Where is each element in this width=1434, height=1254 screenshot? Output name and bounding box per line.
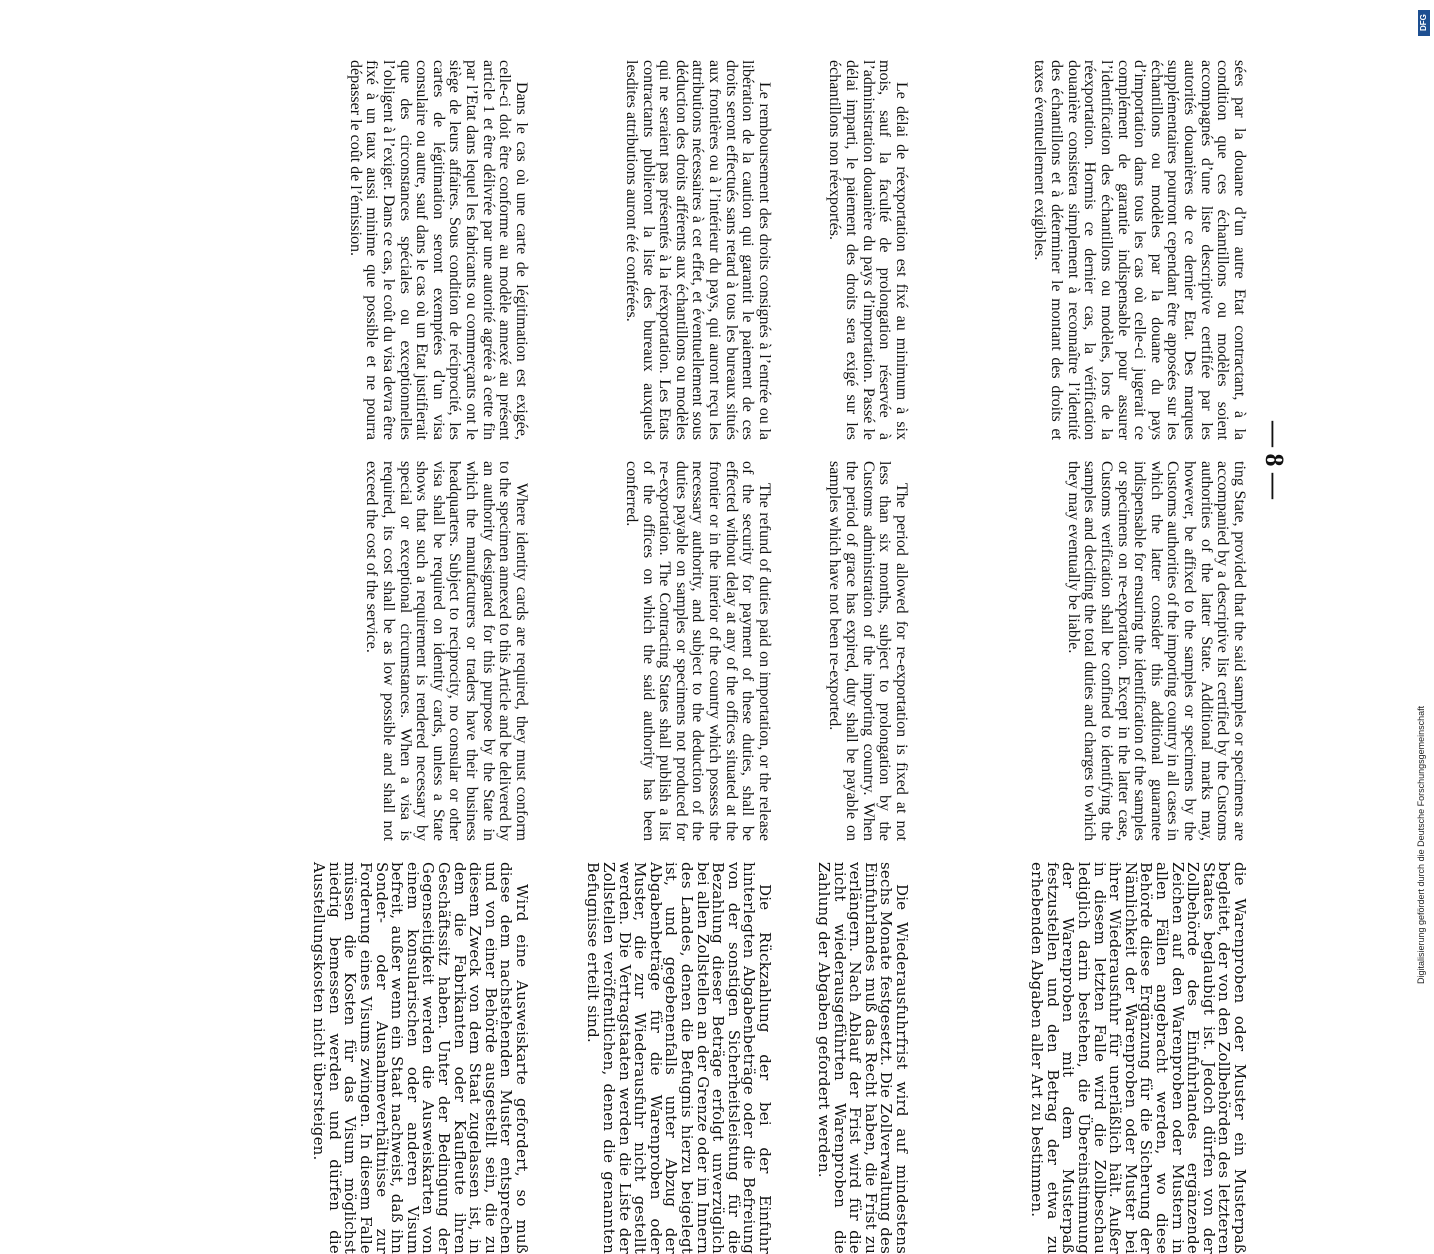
english-paragraph-2: The period allowed for re-exportation is fixed at not less than six months, subject to prolongation by the Customs administration of the importing country. When the period of grace has expired, duty shall be payable on samples which have not been re-exported. [826, 461, 910, 841]
german-paragraph-1: die Warenproben oder Muster ein Musterpaß begleitet, der von den Zollbehörden des letzteren Staates beglaubigt ist. Jedoch dürfen von der Zollbehörde des Einfuhrlandes ergänzende Zeichen auf den Warenproben oder Mustern in allen Fällen angebracht werden, wo diese Behörde diese Ergänzung für die Sicherung der Nämlichkeit der Warenproben oder Muster bei ihrer Wiederausfuhr für unerläßlich hält. Außer in diesem letzten Falle wird die Zollbeschau lediglich darin bestehen, die Übereinstimmung der Warenproben mit dem Musterpaß festzustellen und den Betrag der etwa zu erhebenden Abgaben aller Art zu bestimmen. [1028, 862, 1249, 1254]
page-number: — 8 — [1260, 421, 1289, 499]
rotated-document-page [60, 60, 1317, 1254]
english-paragraph-4: Where identity cards are required, they must conform to the specimen annexed to this Article and be delivered by an authority designated for this purpose by the State in which the manufacturers or traders have their business headquarters. Subject to reciprocity, no consular or other visa shall be required on identity cards, unless a State shows that such a requirement is rendered necessary by special or exceptional circumstances. When a visa is required, its cost shall be as low possible and shall not exceed the cost of the service. [363, 461, 530, 841]
french-paragraph-4: Dans le cas où une carte de légitimation est exigée, celle-ci doit être conforme au modèle annexé au présent article 1 et être délivrée par une autorité agréée à cette fin par l’Etat dans lequel les fabricants ou commerçants ont le siège de leurs affaires. Sous condition de réciprocité, les cartes de légitimation seront exemptées d’un visa consulaire ou autre, sauf dans le cas où un Etat justifierait que des circonstances spéciales ou exceptionnelles l’obligent à l’exiger. Dans ce cas, le coût du visa devra être fixé à un taux aussi minime que possible et ne pourra dépasser le coût de l’émission. [346, 60, 530, 440]
french-paragraph-3: Le remboursement des droits consignés à l’entrée ou la libération de la caution qui garantit le paiement de ces droits seront effectués sans retard à tous les bureaux situés aux frontières ou à l’intérieur du pays, qui auront reçu les attributions nécessaires à cet effet, et éventuellement sous déduction des droits afférents aux échantillons ou modèles qui ne seraient pas présentés à la réexportation. Les Etats contractants publieront la liste des bureaux auxquels lesdites attributions auront été conférées. [623, 60, 773, 440]
french-paragraph-2: Le délai de réexportation est fixé au minimum à six mois, sauf la faculté de prolongation réservée à l’administration douanière du pays d’importation. Passé le délai imparti, le paiement des droits sera exigé sur les échantillons non réexportés. [826, 60, 910, 440]
dfg-logo: DFG [1418, 10, 1430, 36]
french-paragraph-1: sées par la douane d’un autre Etat contractant, à la condition que ces échantillons ou modèles soient accompagnés d’une liste descriptive certifiée par les autorités douanières de ce dernier Etat. Des marques supplémentaires pourront cependant être apposées sur les échantillons ou modèles par la douane du pays d’importation dans tous les cas où celle-ci jugerait ce complément de garantie indispensable pour assurer l’identification des échantillons ou modèles, lors de la réexportation. Hormis ce dernier cas, la vérification douanière consistera simplement à reconnaître l’identité des échantillons et à déterminer le montant des droits et taxes éventuellement exigibles. [1031, 60, 1248, 440]
german-paragraph-4: Wird eine Ausweiskarte gefordert, so muß diese dem nachstehenden Muster entsprechen und von einer Behörde ausgestellt sein, die zu diesem Zweck von dem Staat zugelassen ist, in dem die Fabrikanten oder Kaufleute ihren Geschäftssitz haben. Unter der Bedingung der Gegenseitigkeit werden die Ausweiskarten von einem konsularischen oder anderen Visum befreit, außer wenn ein Staat nachweist, daß ihn Sonder- oder Ausnahmeverhältnisse zur Forderung eines Visums zwingen. In diesem Falle müssen die Kosten für das Visum möglichst niedrig bemessen werden und dürfen die Ausstellungskosten nicht übersteigen. [310, 862, 531, 1254]
german-paragraph-3: Die Rückzahlung der bei der Einfuhr hinterlegten Abgabenbeträge oder die Befreiung von der sonstigen Sicherheitsleistung für die Bezahlung dieser Beträge erfolgt unverzüglich bei allen Zollstellen an der Grenze oder im Innern des Landes, denen die Befugnis hierzu beigelegt ist, und gegebenenfalls unter Abzug der Abgabenbeträge für die Warenproben oder Muster, die zur Wiederausfuhr nicht gestellt werden. Die Vertragstaaten werden die Liste der Zollstellen veröffentlichen, denen die genannten Befugnisse erteilt sind. [584, 862, 774, 1254]
english-paragraph-3: The refund of duties paid on importation, or the release of the security for payment of these duties, shall be effected without delay at any of the offices situated at the frontier or in the interior of the country which possess the necessary authority, and subject to the deduction of the duties payable on samples or specimens not produced for re-exportation. The Contracting States shall publish a list of the offices on which the said authority has been conferred. [623, 461, 773, 841]
german-paragraph-2: Die Wiederausfuhrfrist wird auf mindestens sechs Monate festgesetzt. Die Zollverwaltung des Einfuhrlandes muß das Recht haben, die Frist zu verlängern. Nach Ablauf der Frist wird für die nicht wiederausgeführten Warenproben die Zahlung der Abgaben gefordert werden. [815, 862, 911, 1254]
digitization-credit: Digitalisierung gefördert durch die Deutsche Forschungsgemeinschaft [1416, 705, 1426, 984]
english-paragraph-1: ting State, provided that the said samples or specimens are accompanied by a descriptive list certified by the Customs authorities of the latter State. Additional marks may, however, be affixed to the samples or specimens by the Customs authorities of the importing country in all cases in which the latter consider this additional guarantee indispensable for ensuring the identification of the samples or specimens on re-exportation. Except in the latter case, Customs verification shall be confined to identifying the samples and deciding the total duties and charges to which they may eventually be liable. [1064, 461, 1248, 841]
